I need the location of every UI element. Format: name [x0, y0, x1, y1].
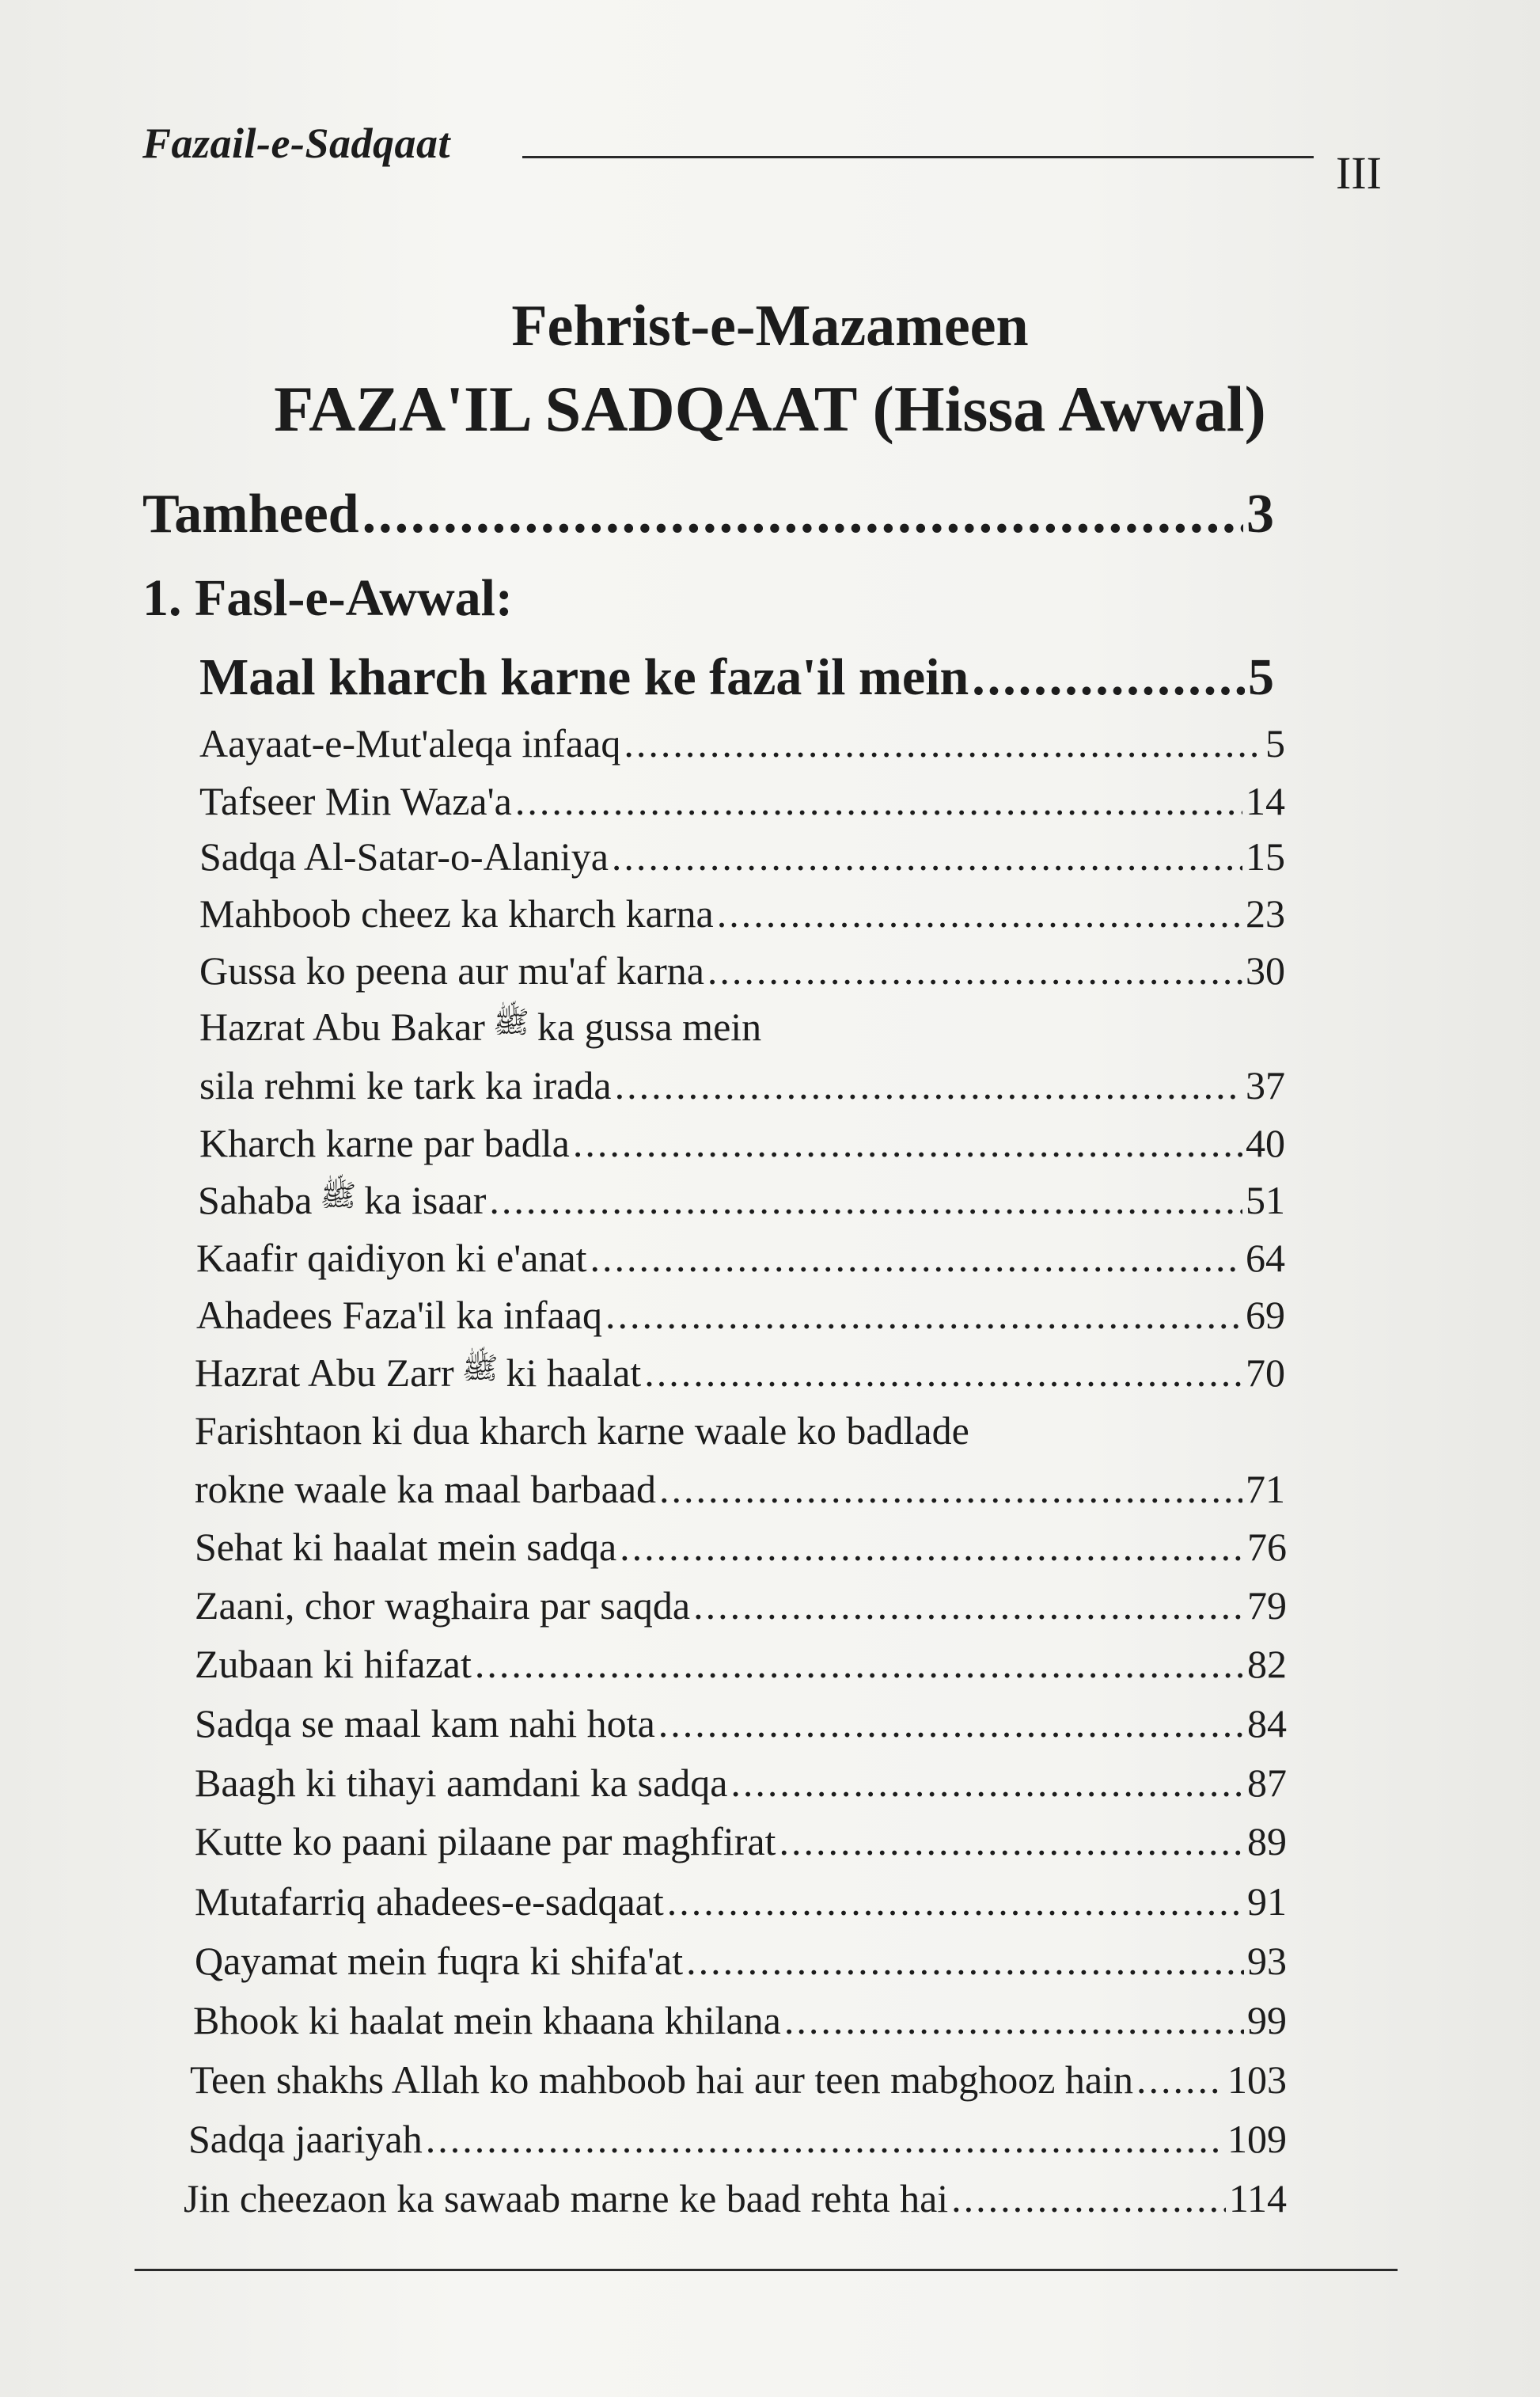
- toc-entry-label-part: ka isaar: [364, 1178, 487, 1222]
- dot-leader: [972, 648, 1245, 708]
- toc-entry-label: Tamheed: [142, 484, 359, 545]
- running-header-title: Fazail-e-Sadqaat: [142, 120, 451, 167]
- toc-entry-label: Sadqa Al-Satar-o-Alaniya: [199, 834, 609, 879]
- toc-entry-page: 64: [1246, 1236, 1285, 1280]
- toc-entry[interactable]: [196, 1235, 1285, 1281]
- toc-entry-label: Bhook ki haalat mein khaana khilana: [193, 1998, 781, 2042]
- toc-entry-label: Maal kharch karne ke faza'il mein: [199, 648, 969, 706]
- toc-entry-label: Zaani, chor waghaira par saqda: [195, 1583, 691, 1628]
- toc-entry[interactable]: [199, 778, 1285, 824]
- chapter-heading: 1. Fasl-e-Awwal:: [142, 569, 513, 627]
- honorific-glyph-icon: ﷺ: [320, 1180, 357, 1213]
- toc-entry[interactable]: [199, 1120, 1285, 1166]
- toc-entry-label: Jin cheezaon ka sawaab marne ke baad rehta hai: [184, 2176, 949, 2220]
- toc-entry[interactable]: [195, 1350, 1285, 1396]
- dot-leader: [362, 483, 1243, 546]
- toc-entry-label: Mahboob cheez ka kharch karna: [199, 891, 714, 936]
- toc-entry[interactable]: [198, 1177, 1285, 1223]
- dot-leader: [426, 2116, 1224, 2162]
- toc-entry-label: Aayaat-e-Mut'aleqa infaaq: [199, 721, 621, 765]
- toc-entry-label-part: ki haalat: [506, 1350, 642, 1395]
- dot-leader: [612, 834, 1242, 879]
- toc-entry-page: 70: [1246, 1350, 1285, 1395]
- toc-entry[interactable]: [199, 1062, 1285, 1108]
- toc-entry[interactable]: [199, 891, 1285, 936]
- toc-entry-page: 76: [1247, 1525, 1287, 1569]
- toc-entry[interactable]: [195, 1700, 1287, 1746]
- toc-entry-page: 84: [1247, 1701, 1287, 1746]
- dot-leader: [590, 1235, 1242, 1281]
- dot-leader: [730, 1760, 1244, 1806]
- toc-entry-page: 3: [1246, 484, 1274, 545]
- toc-entry-page: 103: [1227, 2057, 1287, 2102]
- toc-entry-label: Kharch karne par badla: [199, 1121, 570, 1165]
- toc-entry[interactable]: [190, 2057, 1287, 2103]
- toc-entry-tamheed[interactable]: [142, 483, 1274, 546]
- dot-leader: [784, 1997, 1244, 2043]
- toc-entry-label-part: Hazrat Abu Bakar: [199, 1005, 485, 1049]
- dot-leader: [659, 1466, 1242, 1512]
- toc-entry-page: 15: [1246, 834, 1285, 879]
- toc-entry-label: Kutte ko paani pilaane par maghfirat: [195, 1819, 776, 1863]
- toc-entry-page: 79: [1247, 1583, 1287, 1628]
- book-title-main: FAZA'IL SADQAAT: [274, 373, 857, 445]
- toc-entry-label: [198, 1177, 486, 1223]
- toc-entry-label: Kaafir qaidiyon ki e'anat: [196, 1236, 587, 1280]
- book-title-sub: (Hissa Awwal): [872, 373, 1266, 445]
- toc-entry-page: 87: [1247, 1761, 1287, 1805]
- dot-leader: [1136, 2057, 1224, 2103]
- toc-entry[interactable]: [199, 948, 1285, 993]
- toc-entry-label: Gussa ko peena aur mu'af karna: [199, 948, 704, 993]
- dot-leader: [686, 1938, 1244, 1984]
- toc-entry-line1: [199, 1004, 761, 1050]
- dot-leader: [624, 720, 1262, 766]
- toc-heading: Fehrist-e-Mazameen: [511, 294, 1029, 359]
- toc-entry-page: 30: [1246, 948, 1285, 993]
- toc-entry-page: 37: [1246, 1063, 1285, 1107]
- dot-leader: [707, 948, 1242, 993]
- toc-entry-page: 114: [1228, 2176, 1287, 2220]
- toc-entry-label: Ahadees Faza'il ka infaaq: [196, 1293, 602, 1337]
- dot-leader: [951, 2175, 1226, 2221]
- dot-leader: [658, 1700, 1244, 1746]
- toc-entry[interactable]: [195, 1641, 1287, 1687]
- toc-entry-page: 93: [1247, 1939, 1287, 1983]
- header-rule: [522, 156, 1314, 158]
- toc-entry[interactable]: [195, 1760, 1287, 1806]
- toc-entry[interactable]: [188, 2116, 1287, 2162]
- toc-entry-label: Mutafarriq ahadees-e-sadqaat: [195, 1879, 664, 1924]
- toc-entry[interactable]: [195, 1818, 1287, 1864]
- toc-entry-label: Teen shakhs Allah ko mahboob hai aur teen mabghooz hain: [190, 2057, 1134, 2102]
- toc-entry-page: 5: [1248, 648, 1274, 706]
- dot-leader: [573, 1120, 1242, 1166]
- toc-entry-page: 40: [1246, 1121, 1285, 1165]
- toc-section-maal-kharch[interactable]: [199, 648, 1274, 708]
- toc-entry-label: Sadqa se maal kam nahi hota: [195, 1701, 655, 1746]
- page-number: III: [1336, 147, 1382, 199]
- toc-entry-label: rokne waale ka maal barbaad: [195, 1467, 657, 1511]
- toc-entry-page: 14: [1246, 779, 1285, 823]
- toc-entry-page: 109: [1227, 2117, 1287, 2161]
- toc-entry-label-part: Hazrat Abu Zarr: [195, 1350, 454, 1395]
- toc-entry[interactable]: [199, 720, 1285, 766]
- toc-entry-label-part: Sahaba: [198, 1178, 313, 1222]
- toc-entry-label: Qayamat mein fuqra ki shifa'at: [195, 1939, 684, 1983]
- toc-entry-page: 23: [1246, 891, 1285, 936]
- toc-entry[interactable]: [195, 1878, 1287, 1924]
- toc-entry-label-part: ka gussa mein: [537, 1005, 762, 1049]
- footer-rule: [135, 2269, 1398, 2271]
- toc-entry-label: sila rehmi ke tark ka irada: [199, 1063, 612, 1107]
- toc-entry-page: 91: [1247, 1879, 1287, 1924]
- honorific-glyph-icon: ﷺ: [492, 1006, 529, 1039]
- toc-entry-label: [195, 1350, 641, 1396]
- toc-entry-page: 51: [1246, 1178, 1285, 1222]
- dot-leader: [489, 1177, 1242, 1223]
- toc-entry-line1: Farishtaon ki dua kharch karne waale ko badlade: [195, 1408, 969, 1453]
- toc-entry[interactable]: [195, 1466, 1285, 1512]
- dot-leader: [779, 1818, 1244, 1864]
- toc-entry-page: 71: [1246, 1467, 1285, 1511]
- toc-entry-page: 5: [1265, 721, 1285, 765]
- dot-leader: [667, 1878, 1244, 1924]
- toc-entry[interactable]: [195, 1524, 1287, 1570]
- dot-leader: [620, 1524, 1244, 1570]
- toc-entry-label: Sehat ki haalat mein sadqa: [195, 1525, 617, 1569]
- toc-entry[interactable]: [184, 2175, 1287, 2221]
- dot-leader: [515, 778, 1242, 824]
- toc-entry[interactable]: [199, 834, 1285, 879]
- toc-entry[interactable]: [196, 1292, 1285, 1338]
- dot-leader: [644, 1350, 1242, 1396]
- dot-leader: [475, 1641, 1244, 1687]
- toc-entry-label: Tafseer Min Waza'a: [199, 779, 512, 823]
- dot-leader: [605, 1292, 1242, 1338]
- toc-entry-page: 99: [1247, 1998, 1287, 2042]
- dot-leader: [717, 891, 1242, 936]
- toc-entry-page: 69: [1246, 1293, 1285, 1337]
- toc-entry[interactable]: [195, 1938, 1287, 1984]
- toc-entry-label: Sadqa jaariyah: [188, 2117, 423, 2161]
- dot-leader: [615, 1062, 1242, 1108]
- toc-entry-page: 89: [1247, 1819, 1287, 1863]
- book-title: [0, 372, 1540, 446]
- honorific-glyph-icon: ﷺ: [461, 1352, 499, 1385]
- toc-entry-page: 82: [1247, 1642, 1287, 1686]
- toc-entry[interactable]: [193, 1997, 1287, 2043]
- toc-entry-label: Baagh ki tihayi aamdani ka sadqa: [195, 1761, 728, 1805]
- toc-entry[interactable]: [195, 1582, 1287, 1628]
- toc-entry-label: Zubaan ki hifazat: [195, 1642, 472, 1686]
- dot-leader: [693, 1582, 1244, 1628]
